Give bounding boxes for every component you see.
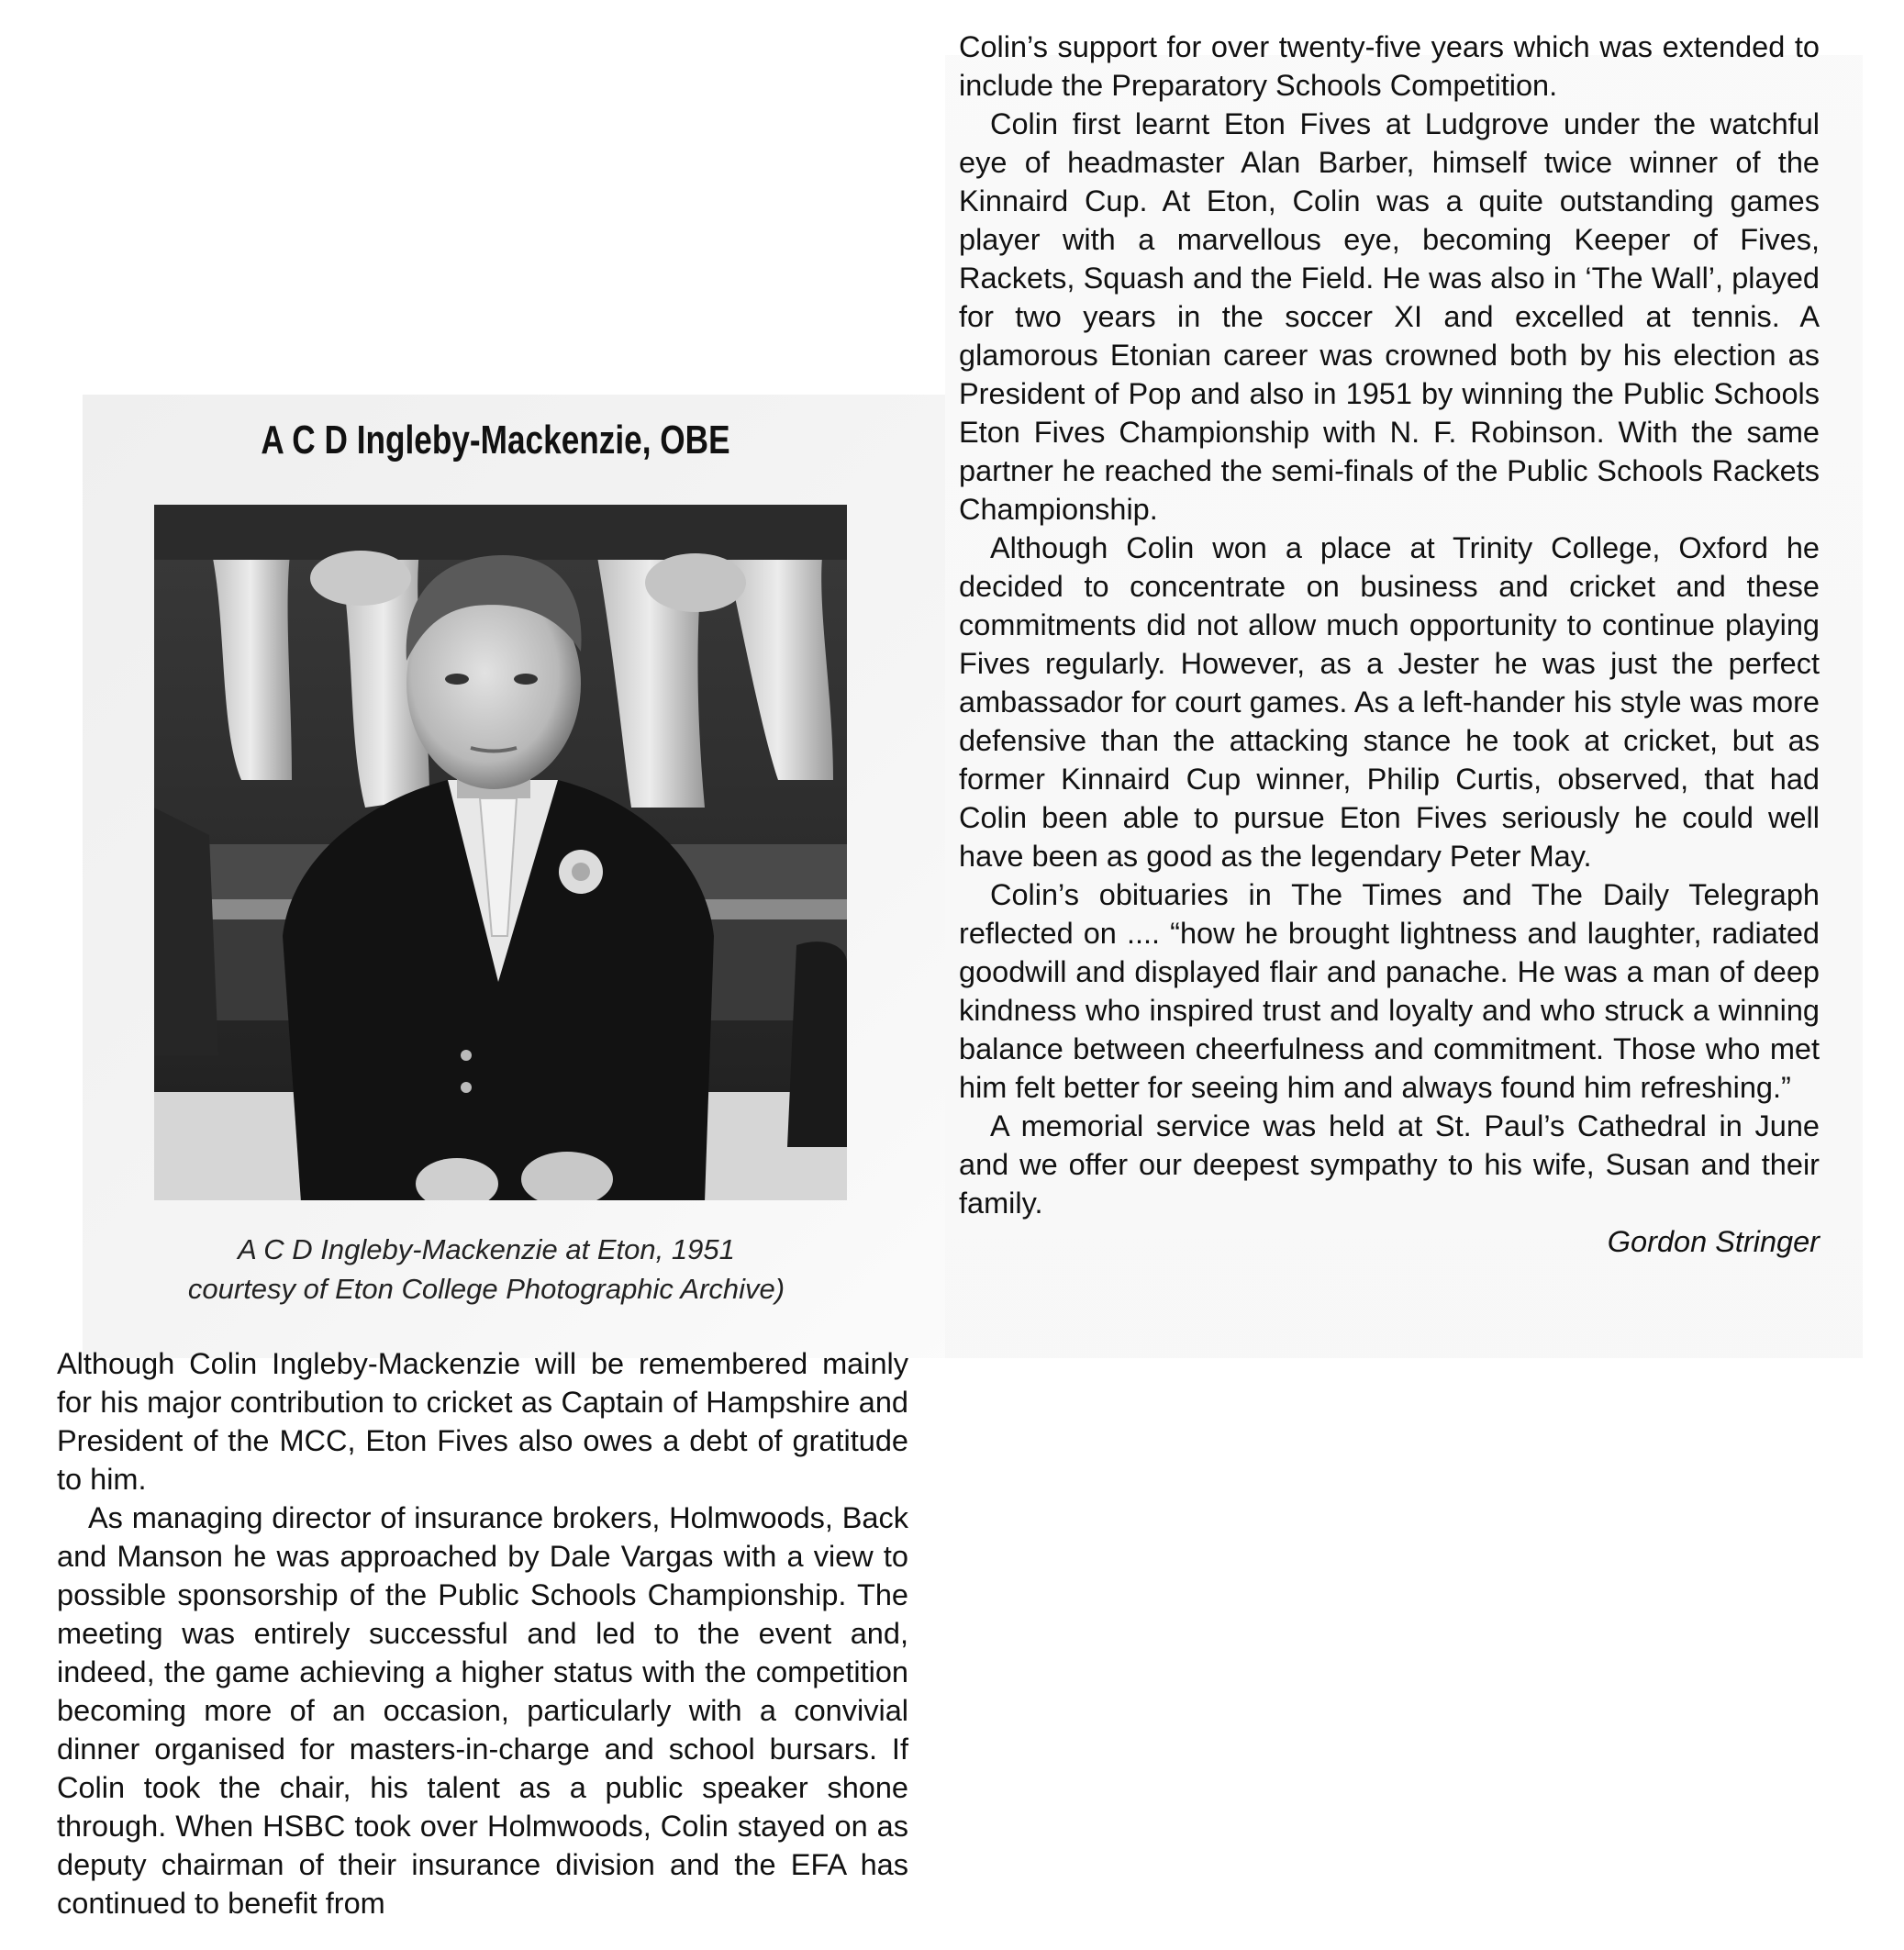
right-column — [959, 28, 1820, 1261]
paragraph: Colin first learnt Eton Fives at Ludgrove under the watchful eye of headmaster Alan Barber, himself twice winner of the Kinnaird Cup. At Eton, Colin was a quite outstanding games player with a marvellous eye, becoming Keeper of Fives, Rackets, Squash and the Field. He was also in ‘The Wall’, played for two years in the soccer XI and excelled at tennis. A glamorous Etonian career was crowned both by his election as President of Pop and also in 1951 by winning the Public Schools Eton Fives Championship with N. F. Robinson. With the same partner he reached the semi-finals of the Public Schools Rackets Championship. — [959, 107, 1820, 526]
article-title: A C D Ingleby-Mackenzie, OBE — [261, 418, 730, 462]
caption-line-2: courtesy of Eton College Photographic Archive) — [187, 1273, 785, 1305]
paragraph: Although Colin won a place at Trinity College, Oxford he decided to concentrate on business and cricket and these commitments did not allow much opportunity to continue playing Fives regularly. However, as a Jester he was just the perfect ambassador for court games. As a left-hander his style was more defensive than the attacking stance he took at cricket, but as former Kinnaird Cup winner, Philip Curtis, observed, that had Colin been able to pursue Eton Fives seriously he could well have been as good as the legendary Peter May. — [959, 531, 1820, 873]
left-column — [57, 1344, 908, 1922]
portrait-photo — [154, 505, 847, 1200]
author-signature: Gordon Stringer — [1607, 1225, 1820, 1258]
paragraph: Colin’s obituaries in The Times and The Daily Telegraph reflected on .... “how he brought lightness and laughter, radiated goodwill and displayed flair and panache. He was a man of deep kindness who inspired trust and loyalty and who struck a winning balance between cheerfulness and commitment. Those who met him felt better for seeing him and always found him refreshing.” — [959, 878, 1820, 1104]
paragraph: Colin’s support for over twenty-five years which was extended to include the Preparatory Schools Competition. — [959, 30, 1820, 102]
paragraph: A memorial service was held at St. Paul’s Cathedral in June and we offer our deepest sympathy to his wife, Susan and their family. — [959, 1109, 1820, 1220]
portrait-illustration — [154, 505, 847, 1200]
caption-line-1: A C D Ingleby-Mackenzie at Eton, 1951 — [238, 1233, 735, 1265]
paragraph: As managing director of insurance brokers, Holmwoods, Back and Manson he was approached by Dale Vargas with a view to possible sponsorship of the Public Schools Championship. The meeting was entirely successful and led to the event and, indeed, the game achieving a higher status with the competition becoming more of an occasion, particularly with a convivial dinner organised for masters-in-charge and school bursars. If Colin took the chair, his talent as a public speaker shone through. When HSBC took over Holmwoods, Colin stayed on as deputy chairman of their insurance division and the EFA has continued to benefit from — [57, 1501, 908, 1920]
paragraph: Although Colin Ingleby-Mackenzie will be remembered mainly for his major contribution to cricket as Captain of Hampshire and President of the MCC, Eton Fives also owes a debt of gratitude to him. — [57, 1347, 908, 1496]
photo-caption — [110, 1230, 863, 1309]
